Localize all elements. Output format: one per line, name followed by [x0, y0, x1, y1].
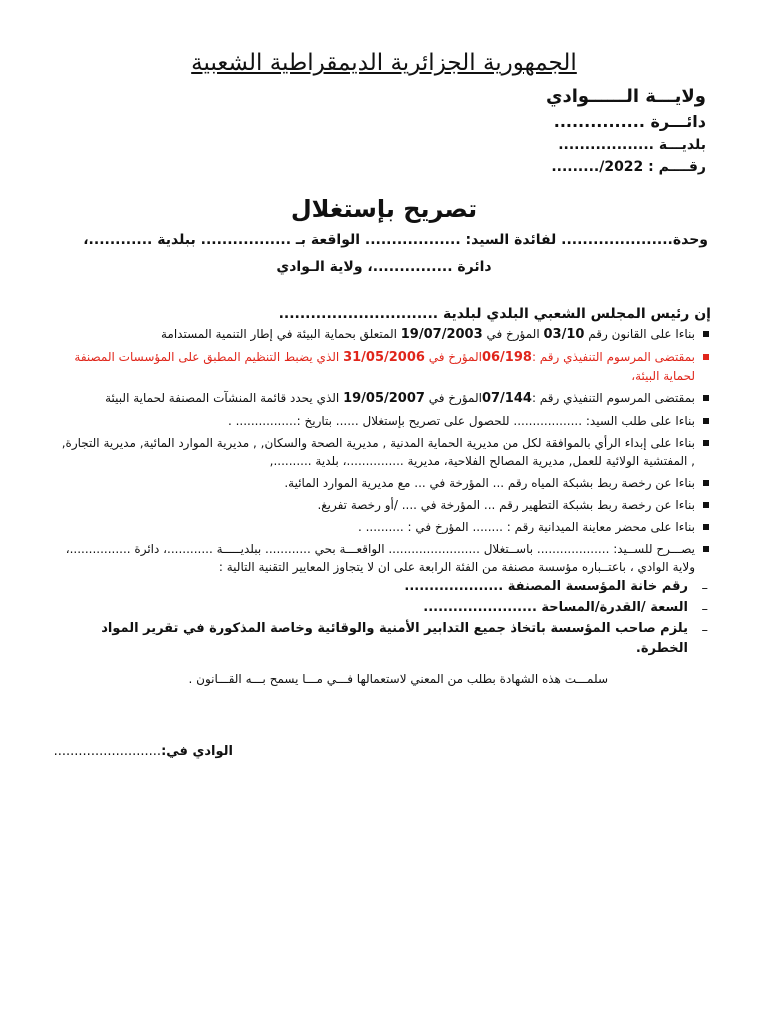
condition-item: – السعة /القدرة/المساحة .......................	[70, 598, 706, 618]
daira-line	[554, 111, 706, 133]
decree-text: بمقتضى المرسوم التنفيذي رقم :	[531, 391, 695, 405]
decree-text: الذي يضبط التنظيم المطبق على المؤسسات المصنفة لحماية البيئة،	[74, 350, 695, 383]
document-title: تصريح بإستغلال	[290, 195, 478, 223]
opinion-item: بناءا على إبداء الرأي بالموافقة لكل من مديرية الحماية المدنية , مديرية الصحة والسكان, , مديرية الموارد المائية, مديرية التجارة, , المفتشية الولائية للعمل, مديرية المصالح الفلاحية، مديرية ...............، بلدية ..........,	[60, 434, 711, 470]
number-label: رقــــم :	[648, 159, 706, 175]
sewer-permit-item: بناءا عن رخصة ربط بشبكة التطهير رقم ... المؤرخة في .... /أو رخصة تفريغ.	[60, 496, 711, 514]
law-text: المؤرخ في	[482, 327, 544, 341]
request-item: بناءا على طلب السيد: .................. للحصول على تصريح بإستغلال ...... بتاريخ :................ .	[60, 412, 711, 430]
condition-item: – رقم خانة المؤسسة المصنفة ....................	[70, 577, 706, 597]
decree-text: المؤرخ في	[424, 350, 482, 364]
decree-text: المؤرخ في	[424, 391, 482, 405]
declaration-item: يصـــرح للســيد: ................... باســتغلال ........................ الواقعـــة بحي ............ ببلديـــــة ............، دائرة ................، ولاية الوادي ، باعتــباره مؤسسة مصنفة من الفئة الرابعة على ان لا يتجاوز المعايير التقنية التالية :	[60, 540, 711, 576]
legal-basis-list	[60, 325, 711, 580]
decree-text: الذي يحدد قائمة المنشآت المصنفة لحماية البيئة	[105, 391, 344, 405]
republic-title-text: الجمهورية الجزائرية الديمقراطية الشعبية	[191, 50, 577, 76]
decree-date: 31/05/2006	[343, 350, 425, 365]
inspection-item: بناءا على محضر معاينة الميدانية رقم : ........ المؤرخ في : .......... .	[60, 518, 711, 536]
law-number: 03/10	[543, 327, 585, 342]
wilaya-label: ولايـــة الــــــوادي	[545, 86, 706, 107]
wilaya-line	[546, 86, 706, 108]
number-line	[551, 156, 706, 178]
decree-date: 19/05/2007	[343, 391, 425, 406]
decree-item-2	[60, 389, 711, 408]
commune-line	[558, 134, 706, 156]
daira-dots: ...............	[553, 112, 645, 131]
republic-title	[0, 50, 768, 76]
conditions-list	[70, 577, 706, 660]
unit-line-2: دائرة ...............، ولاية الـوادي	[276, 259, 492, 275]
signature-label: الوادي في:	[161, 744, 233, 759]
decree-item-1	[60, 348, 711, 385]
water-permit-item: بناءا عن رخصة ربط بشبكة المياه رقم ... المؤرخة في ... مع مديرية الموارد المائية.	[60, 474, 711, 492]
signature-place-date	[54, 744, 233, 759]
condition-item: – يلزم صاحب المؤسسة باتخاذ جميع التدابير الأمنية والوقائية وخاصة المذكورة في تقرير المواد الخطرة.	[70, 619, 706, 659]
president-heading: إن رئيس المجلس الشعبي البلدي لبلدية ..............................	[278, 306, 711, 322]
law-text: بناءا على القانون رقم	[584, 327, 695, 341]
daira-label: دائـــرة	[650, 112, 706, 131]
commune-label: بلديـــة	[658, 137, 706, 153]
law-text: المتعلق بحماية البيئة في إطار التنمية المستدامة	[160, 327, 401, 341]
delivery-note: سلمـــت هذه الشهادة بطلب من المعني لاستعمالها فـــي مـــا يسمح بـــه القـــانون .	[188, 672, 608, 686]
unit-line: وحدة..................... لفائدة السيد: .................. الواقعة بـ ................. ببلدية ............،	[83, 232, 708, 248]
law-date: 19/07/2003	[400, 327, 483, 342]
decree-number: 06/198	[481, 350, 532, 365]
law-item	[60, 325, 711, 344]
signature-dots: ..........................	[53, 744, 162, 759]
decree-number: 07/144	[481, 391, 532, 406]
number-value: 2022/.........	[551, 159, 644, 175]
decree-text: بمقتضى المرسوم التنفيذي رقم :	[531, 350, 695, 364]
commune-dots: ..................	[558, 137, 654, 153]
